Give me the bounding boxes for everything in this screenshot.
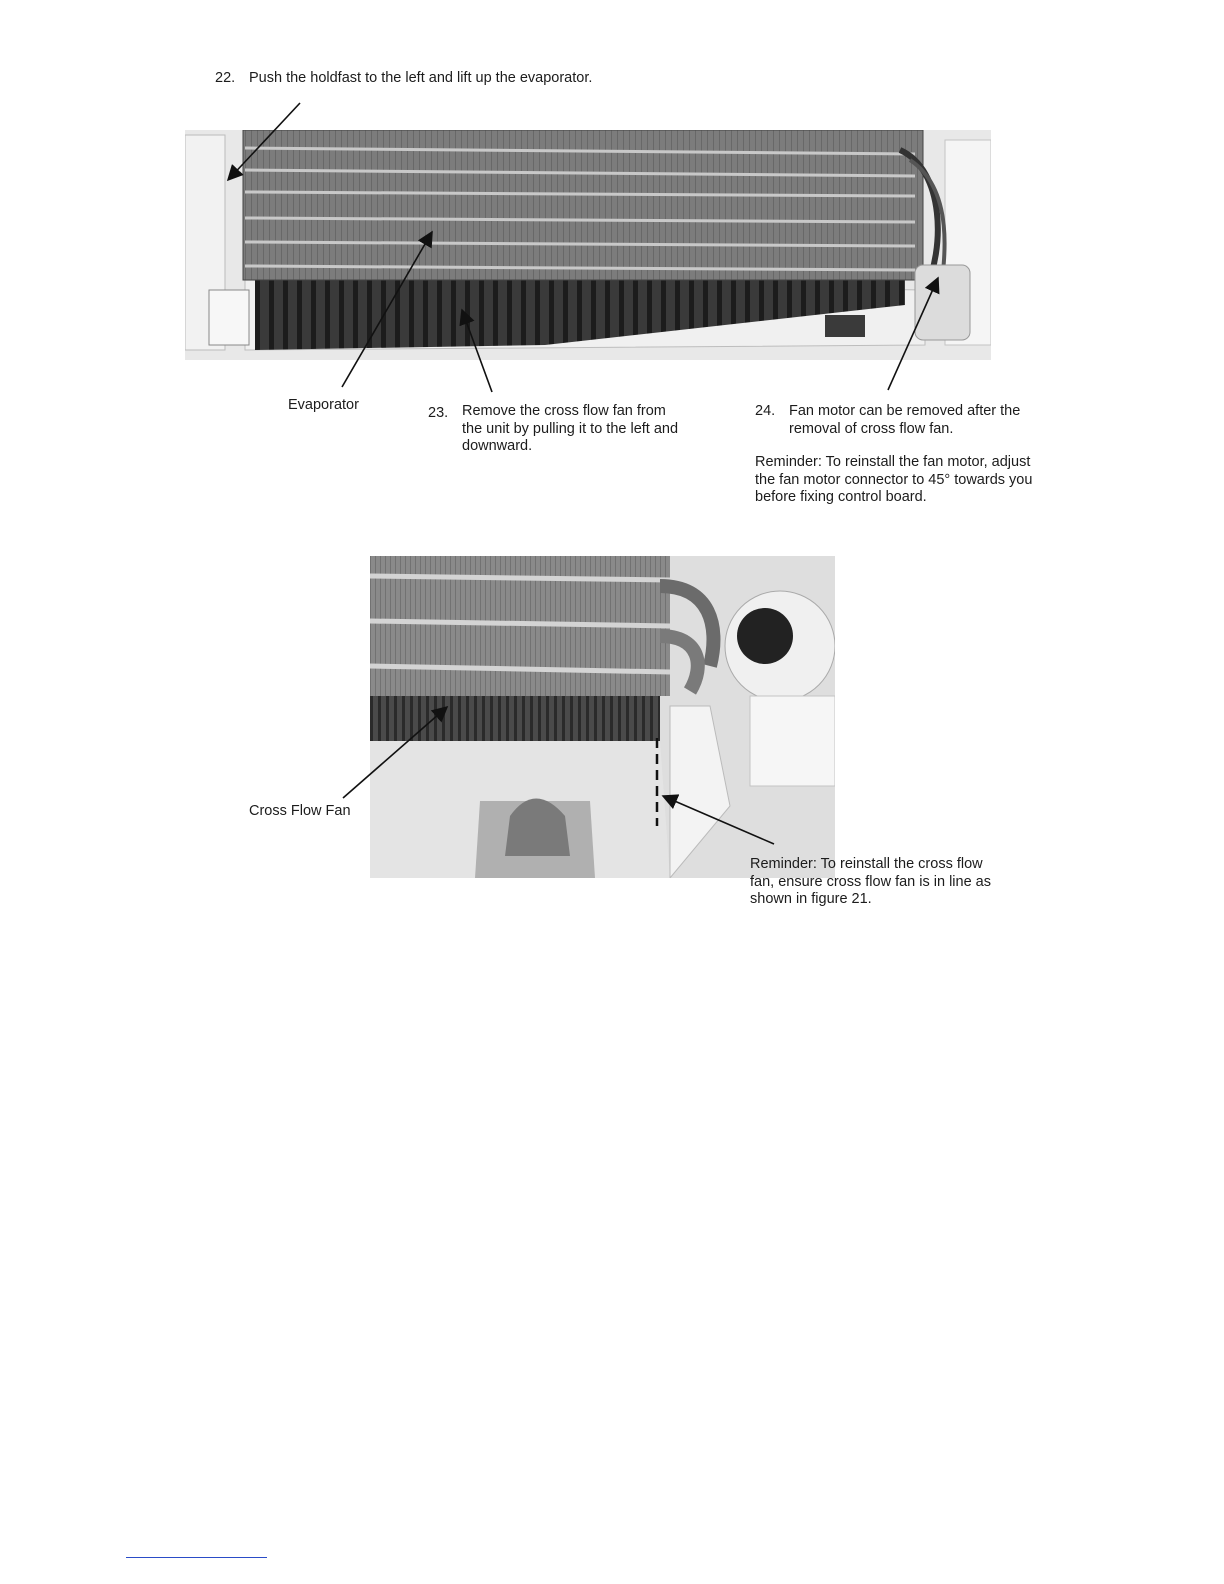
- reminder-cross-flow-line: shown in figure 21.: [750, 891, 872, 907]
- step-23-line: downward.: [462, 438, 533, 454]
- reminder-cross-flow-fan: [750, 856, 1030, 909]
- photo-evaporator-unit: [185, 130, 991, 360]
- step-22-text: Push the holdfast to the left and lift up the evaporator.: [249, 70, 593, 86]
- step-23-line: the unit by pulling it to the left and: [462, 420, 679, 437]
- reminder-fan-motor-line: before fixing control board.: [755, 489, 927, 505]
- step-22: [215, 70, 815, 88]
- step-24: [755, 403, 1055, 443]
- reminder-fan-motor-line: Reminder: To reinstall the fan motor, adjust: [755, 454, 1031, 470]
- step-23: [428, 403, 728, 463]
- step-23-text: [462, 403, 678, 456]
- footer-rule: [126, 1557, 267, 1558]
- reminder-cross-flow-line: Reminder: To reinstall the cross flow: [750, 856, 983, 872]
- label-cross-flow-fan: Cross Flow Fan: [249, 803, 351, 819]
- step-24-line: Fan motor can be removed after the: [789, 403, 1021, 419]
- label-evaporator: Evaporator: [288, 397, 359, 413]
- step-24-text: [789, 403, 1020, 438]
- reminder-fan-motor: [755, 454, 1055, 507]
- reminder-cross-flow-line: fan, ensure cross flow fan is in line as: [750, 873, 991, 890]
- step-24-number: 24.: [755, 403, 776, 419]
- photo-cross-flow-fan-closeup: [370, 556, 835, 878]
- step-22-number: 22.: [215, 70, 236, 86]
- step-23-line: Remove the cross flow fan from: [462, 403, 666, 419]
- step-24-line: removal of cross flow fan.: [789, 420, 954, 437]
- reminder-fan-motor-line: the fan motor connector to 45° towards you: [755, 471, 1033, 488]
- step-23-number: 23.: [428, 405, 449, 421]
